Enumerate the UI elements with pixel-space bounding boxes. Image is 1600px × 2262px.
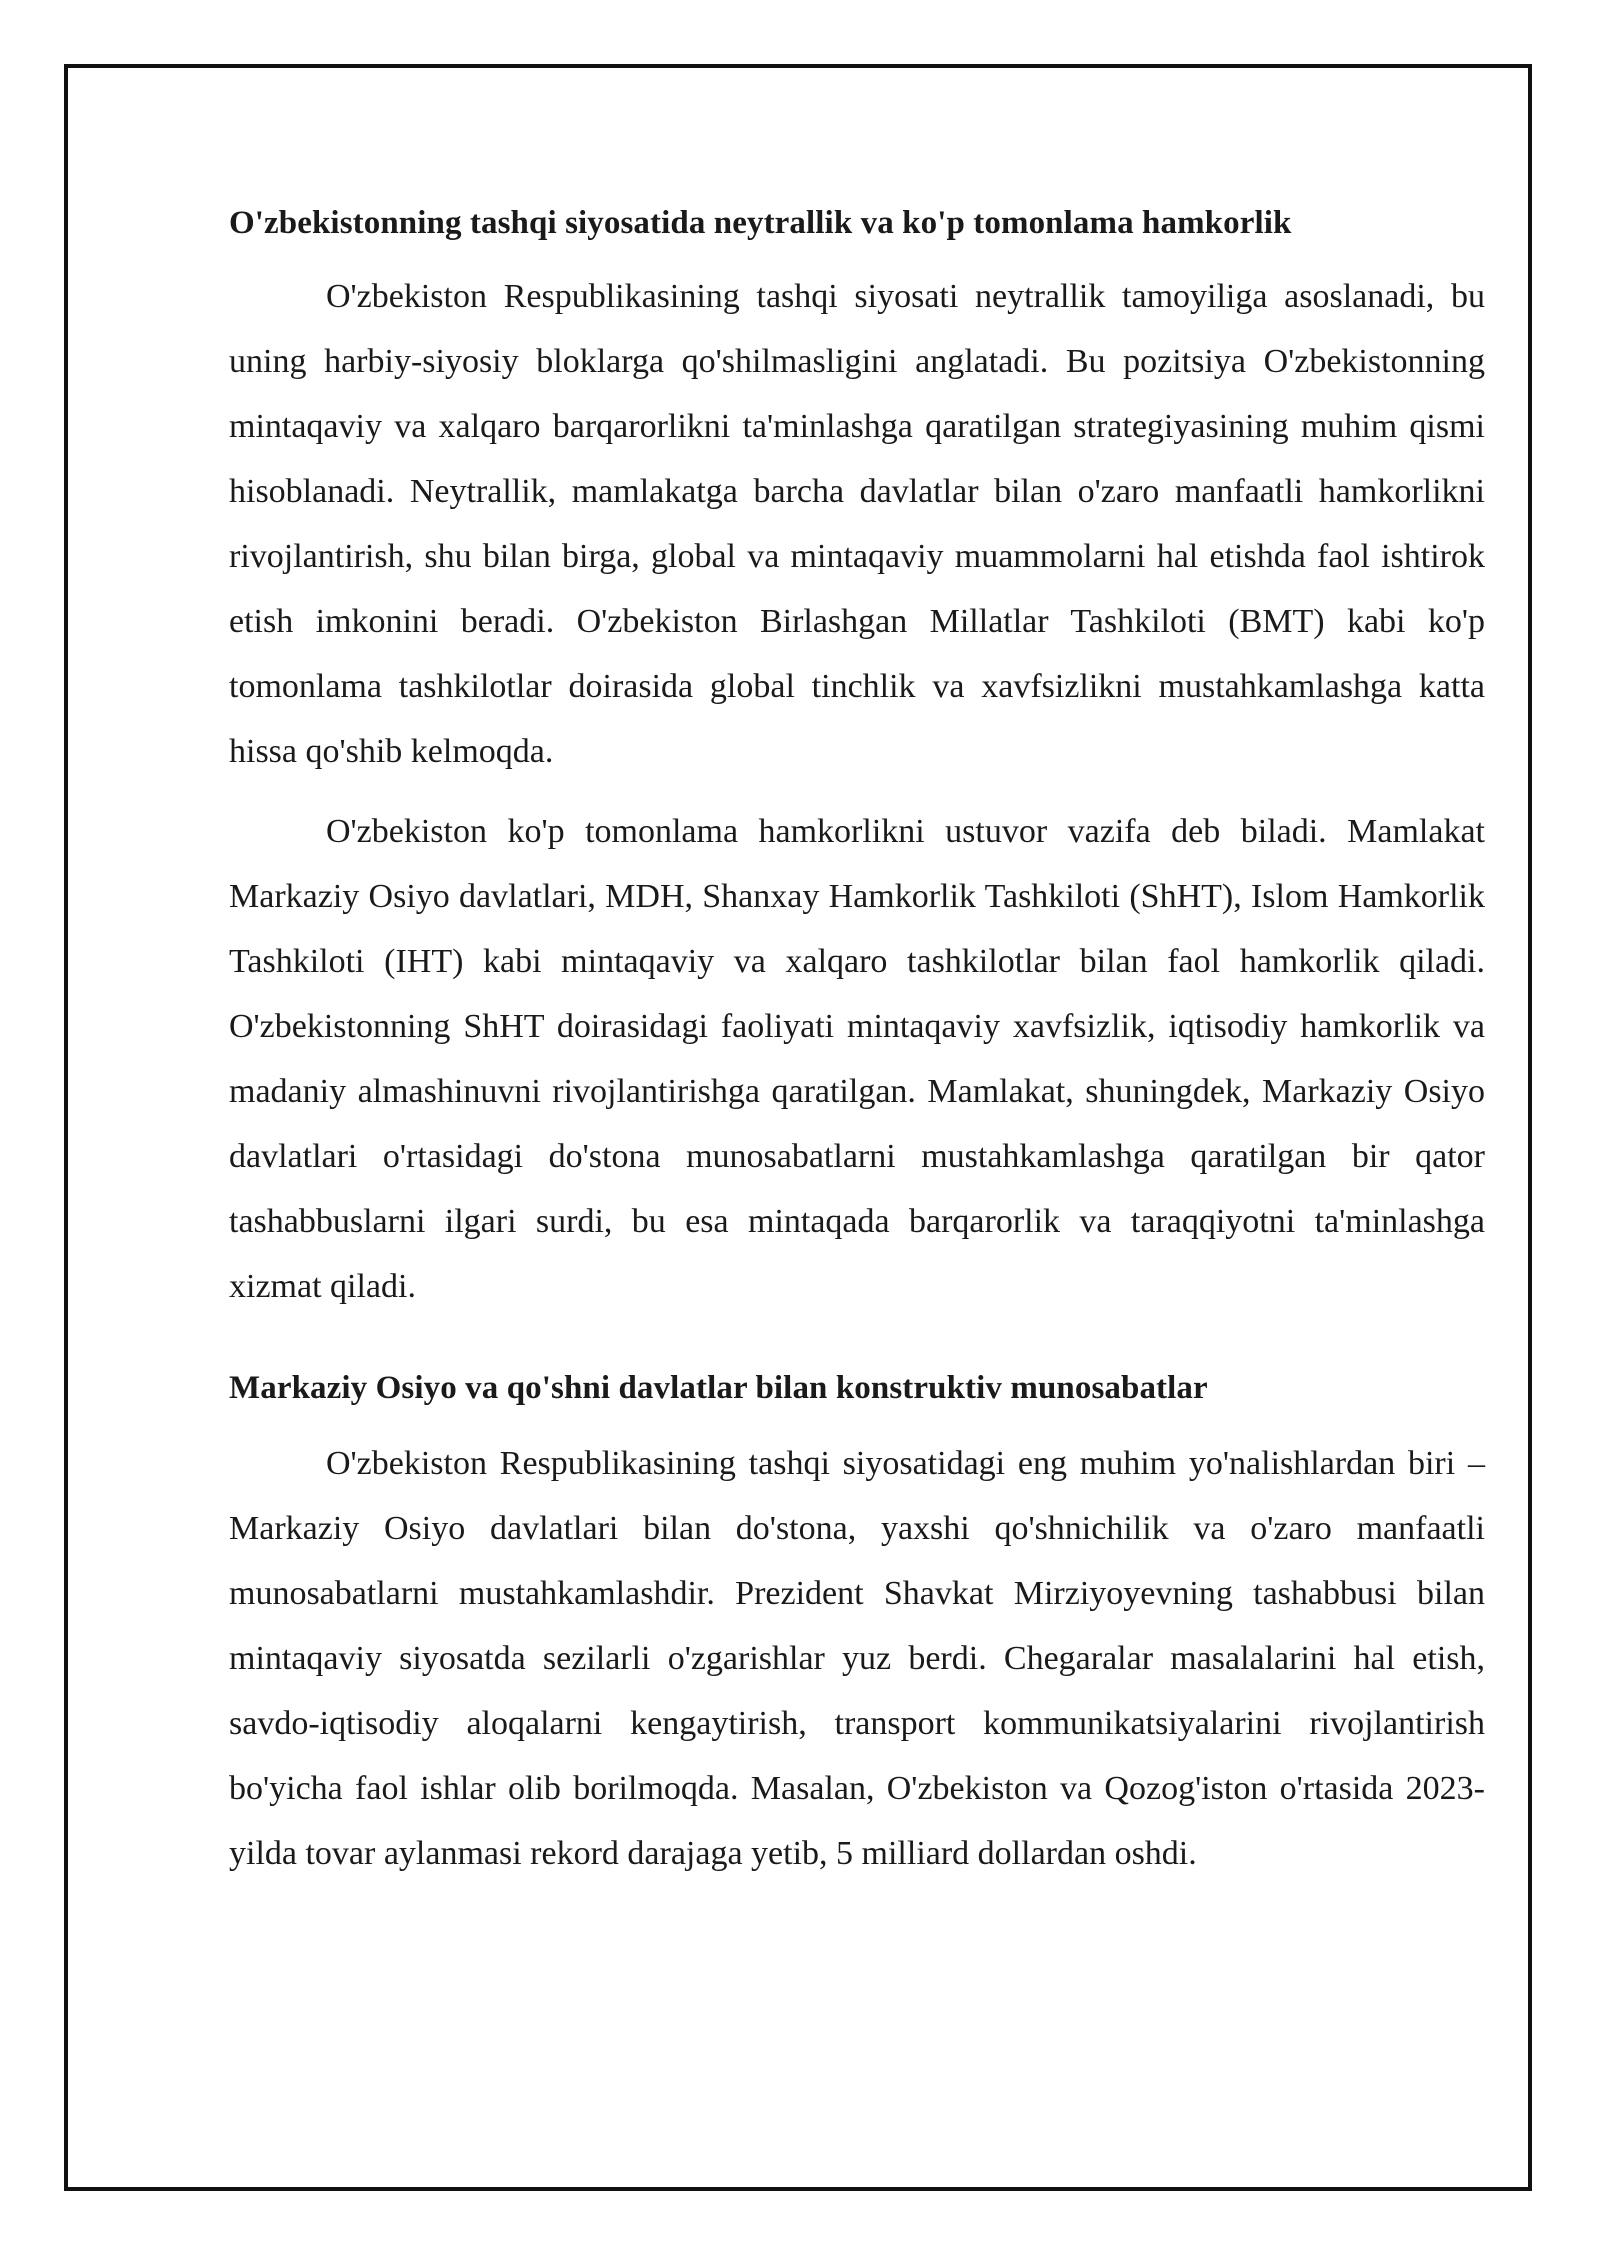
document-body (229, 198, 1485, 1886)
paragraph: O'zbekiston ko'p tomonlama hamkorlikni ustuvor vazifa deb biladi. Mamlakat Markaziy Osiyo davlatlari, MDH, Shanxay Hamkorlik Tashkiloti (ShHT), Islom Hamkorlik Tashkiloti (IHT) kabi mintaqaviy va xalqaro tashkilotlar bilan faol hamkorlik qiladi. O'zbekistonning ShHT doirasidagi faoliyati mintaqaviy xavfsizlik, iqtisodiy hamkorlik va madaniy almashinuvni rivojlantirishga qaratilgan. Mamlakat, shuningdek, Markaziy Osiyo davlatlari o'rtasidagi do'stona munosabatlarni mustahkamlashga qaratilgan bir qator tashabbuslarni ilgari surdi, bu esa mintaqada barqarorlik va taraqqiyotni ta'minlashga xizmat qiladi. (229, 813, 1485, 1305)
section-heading: Markaziy Osiyo va qo'shni davlatlar bilan konstruktiv munosabatlar (229, 1370, 1208, 1406)
section-heading: O'zbekistonning tashqi siyosatida neytrallik va ko'p tomonlama hamkorlik (229, 205, 1292, 241)
paragraph: O'zbekiston Respublikasining tashqi siyosatidagi eng muhim yo'nalishlardan biri – Markaziy Osiyo davlatlari bilan do'stona, yaxshi qo'shnichilik va o'zaro manfaatli munosabatlarni mustahkamlashdir. Prezident Shavkat Mirziyoyevning tashabbusi bilan mintaqaviy siyosatda sezilarli o'zgarishlar yuz berdi. Chegaralar masalalarini hal etish, savdo-iqtisodiy aloqalarni kengaytirish, transport kommunikatsiyalarini rivojlantirish bo'yicha faol ishlar olib borilmoqda. Masalan, O'zbekiston va Qozog'iston o'rtasida 2023-yilda tovar aylanmasi rekord darajaga yetib, 5 milliard dollardan oshdi. (229, 1445, 1485, 1872)
paragraph: O'zbekiston Respublikasining tashqi siyosati neytrallik tamoyiliga asoslanadi, bu uning harbiy-siyosiy bloklarga qo'shilmasligini anglatadi. Bu pozitsiya O'zbekistonning mintaqaviy va xalqaro barqarorlikni ta'minlashga qaratilgan strategiyasining muhim qismi hisoblanadi. Neytrallik, mamlakatga barcha davlatlar bilan o'zaro manfaatli hamkorlikni rivojlantirish, shu bilan birga, global va mintaqaviy muammolarni hal etishda faol ishtirok etish imkonini beradi. O'zbekiston Birlashgan Millatlar Tashkiloti (BMT) kabi ko'p tomonlama tashkilotlar doirasida global tinchlik va xavfsizlikni mustahkamlashga katta hissa qo'shib kelmoqda. (229, 278, 1485, 770)
